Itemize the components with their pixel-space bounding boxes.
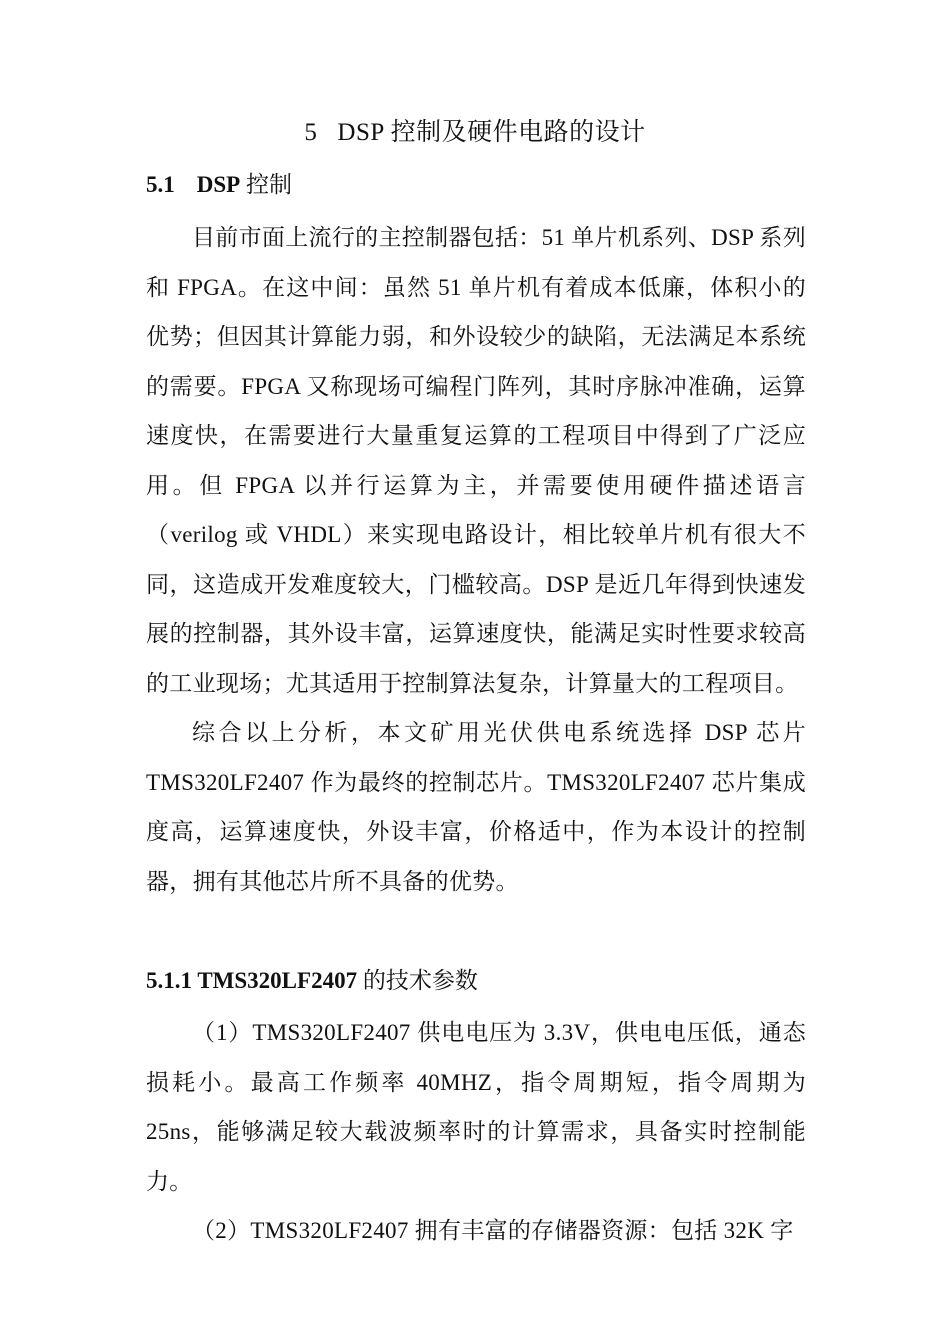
section-heading-5-1: [146, 165, 292, 205]
subsection-title-rest: 的技术参数: [357, 968, 478, 993]
chapter-title: [0, 113, 950, 153]
section-5-1-body: [146, 213, 806, 906]
paragraph: 目前市面上流行的主控制器包括：51 单片机系列、DSP 系列和 FPGA。在这中间：虽然 51 单片机有着成本低廉，体积小的优势；但因其计算能力弱，和外设较少的缺陷，无法满足本系统的需要。FPGA 又称现场可编程门阵列，其时序脉冲准确，运算速度快，在需要进行大量重复运算的工程项目中得到了广泛应用。但 FPGA 以并行运算为主，并需要使用硬件描述语言（verilog 或 VHDL）来实现电路设计，相比较单片机有很大不同，这造成开发难度较大，门槛较高。DSP 是近几年得到快速发展的控制器，其外设丰富，运算速度快，能满足实时性要求较高的工业现场；尤其适用于控制算法复杂，计算量大的工程项目。: [146, 225, 806, 696]
paragraph: （2）TMS320LF2407 拥有丰富的存储器资源：包括 32K 字: [192, 1218, 794, 1243]
section-title-rest: 控制: [240, 172, 292, 197]
section-heading-5-1-1: [146, 961, 478, 1001]
chapter-title-text: DSP 控制及硬件电路的设计: [337, 119, 646, 146]
paragraph: （1）TMS320LF2407 供电电压为 3.3V，供电电压低，通态损耗小。最高工作频率 40MHZ，指令周期短，指令周期为 25ns，能够满足较大载波频率时的计算需求，具备实时控制能力。: [146, 1020, 806, 1194]
section-number: 5.1: [146, 172, 175, 197]
subsection-title-bold: 5.1.1 TMS320LF2407: [146, 968, 358, 993]
section-title-bold: DSP: [196, 172, 241, 197]
chapter-number: 5: [304, 119, 318, 146]
paragraph: 综合以上分析，本文矿用光伏供电系统选择 DSP 芯片 TMS320LF2407 作为最终的控制芯片。TMS320LF2407 芯片集成度高，运算速度快，外设丰富，价格适中，作为本设计的控制器，拥有其他芯片所不具备的优势。: [146, 720, 806, 894]
section-5-1-1-body: [146, 1008, 806, 1256]
